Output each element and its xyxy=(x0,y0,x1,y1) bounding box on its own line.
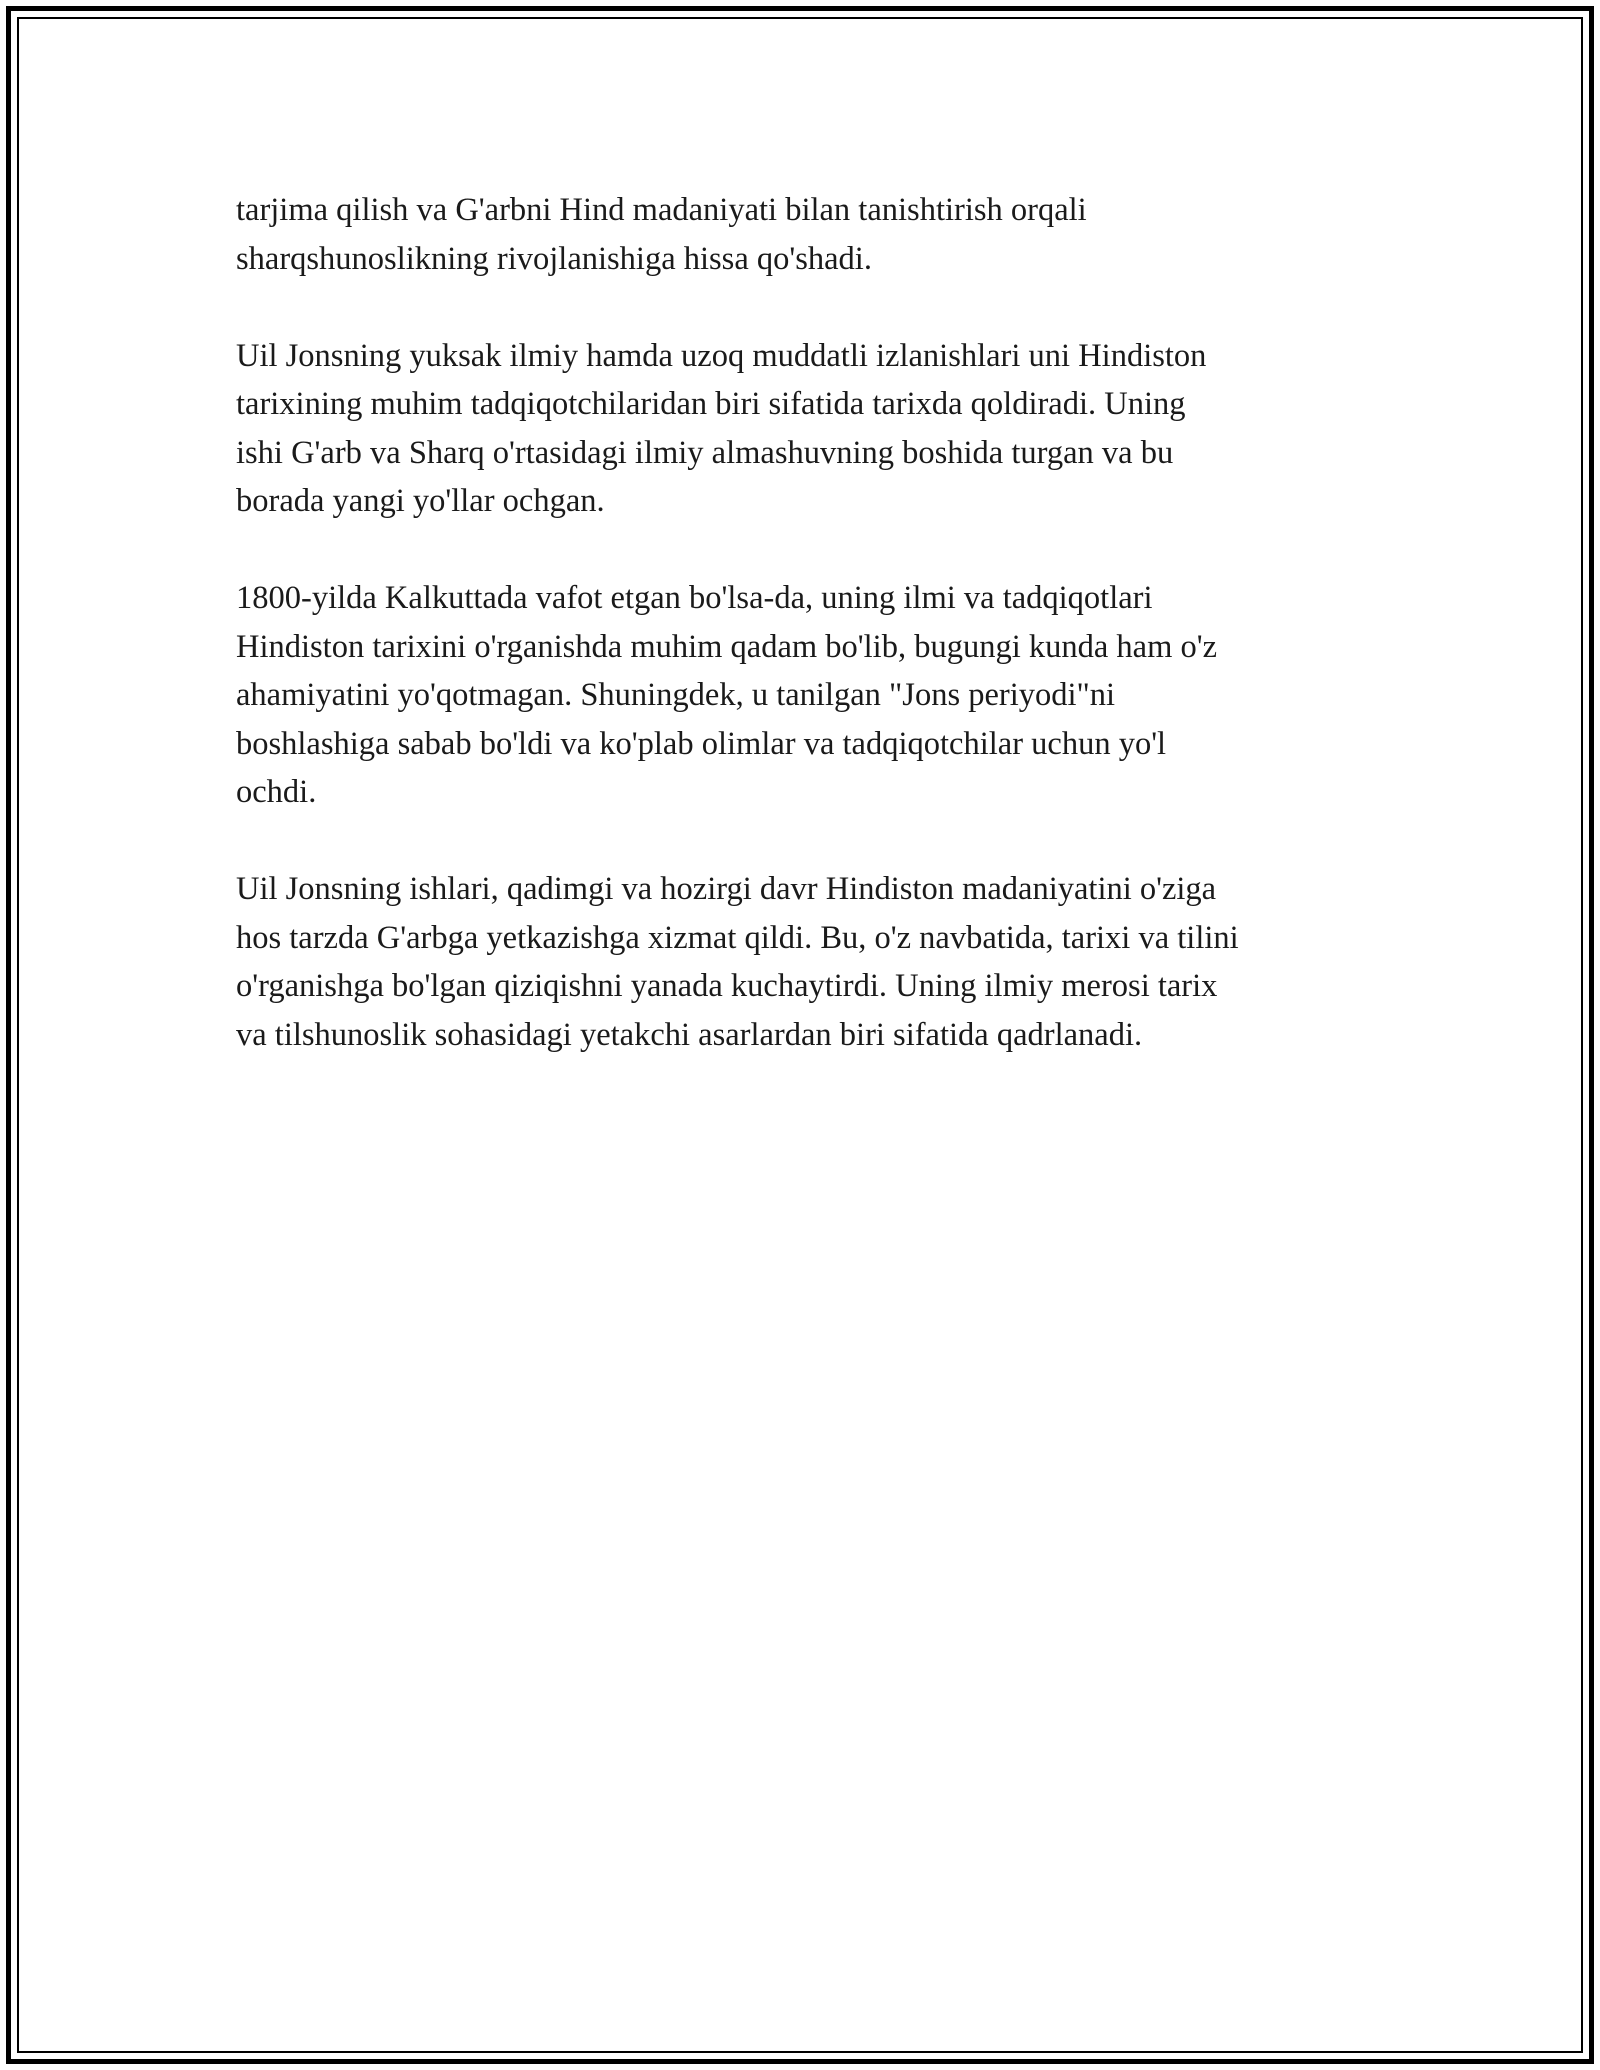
paragraph-4: Uil Jonsning ishlari, qadimgi va hozirgi davr Hindiston madaniyatini o'ziga hos tarzda G'arbga yetkazishga xizmat qildi. Bu, o'z navbatida, tarixi va tilini o'rganishga bo'lgan qiziqishni yanada kuchaytirdi. Uning ilmiy merosi tarix va tilshunoslik sohasidagi yetakchi asarlardan biri sifatida qadrlanadi. xyxy=(236,871,1239,1053)
document-body xyxy=(236,186,1376,1108)
paragraph-3: 1800-yilda Kalkuttada vafot etgan bo'lsa-da, uning ilmi va tadqiqotlari Hindiston tarixini o'rganishda muhim qadam bo'lib, bugungi kunda ham o'z ahamiyatini yo'qotmagan. Shuningdek, u tanilgan "Jons periyodi"ni boshlashiga sabab bo'ldi va ko'plab olimlar va tadqiqotchilar uchun yo'l ochdi. xyxy=(236,580,1218,810)
paragraph-1: tarjima qilish va G'arbni Hind madaniyati bilan tanishtirish orqali sharqshunoslikning rivojlanishiga hissa qo'shadi. xyxy=(236,192,1087,277)
paragraph-2: Uil Jonsning yuksak ilmiy hamda uzoq muddatli izlanishlari uni Hindiston tarixining muhim tadqiqotchilaridan biri sifatida tarixda qoldiradi. Uning ishi G'arb va Sharq o'rtasidagi ilmiy almashuvning boshida turgan va bu borada yangi yo'llar ochgan. xyxy=(236,337,1207,519)
